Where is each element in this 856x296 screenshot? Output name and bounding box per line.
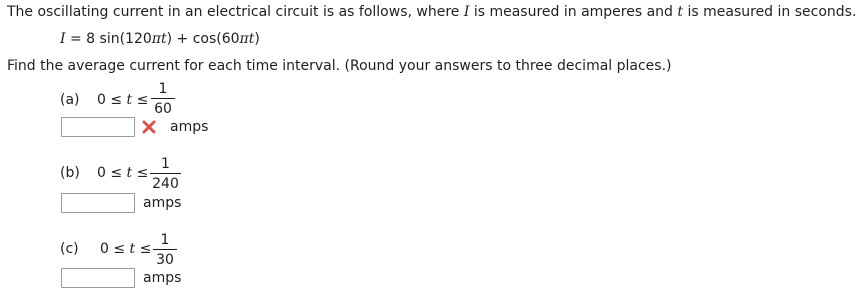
interval <box>97 165 148 181</box>
upper-bound-fraction <box>150 156 181 192</box>
upper-bound-fraction <box>151 81 175 117</box>
unit-label: amps <box>170 119 209 135</box>
x-mark-icon <box>142 120 156 134</box>
intro-var-t: t <box>677 4 684 20</box>
interval-var: t <box>126 92 133 108</box>
equation-part-a: = 8 sin(120 <box>69 31 152 47</box>
part-label: (c) <box>60 241 79 257</box>
equation-lhs: I <box>60 31 66 47</box>
fraction-denominator: 60 <box>154 101 172 117</box>
fraction-numerator: 1 <box>160 232 170 248</box>
fraction-bar <box>153 249 177 250</box>
fraction-numerator: 1 <box>161 156 170 172</box>
intro-text-1: The oscillating current in an electrical circuit is as follows, where <box>7 4 460 20</box>
part-label: (b) <box>60 165 80 181</box>
equation-pi-1: π <box>151 31 161 47</box>
current-equation <box>60 31 260 47</box>
interval-prefix: 0 ≤ <box>97 165 127 181</box>
interval-suffix: ≤ <box>132 92 149 108</box>
interval-var: t <box>126 165 133 181</box>
answer-input-a[interactable] <box>61 117 135 137</box>
unit-label: amps <box>143 270 182 286</box>
fraction-bar <box>150 173 181 174</box>
answer-input-c[interactable] <box>61 268 135 288</box>
intro-text-3: is measured in seconds. <box>687 4 856 20</box>
intro-text-2: is measured in amperes and <box>473 4 673 20</box>
fraction-numerator: 1 <box>158 81 168 97</box>
fraction-denominator: 30 <box>156 252 174 268</box>
fraction-denominator: 240 <box>152 176 179 192</box>
interval-prefix: 0 ≤ <box>100 241 130 257</box>
answer-input-b[interactable] <box>61 193 135 213</box>
unit-label: amps <box>143 195 182 211</box>
interval <box>97 92 148 108</box>
problem-intro <box>7 4 856 20</box>
equation-pi-2: π <box>239 31 249 47</box>
interval-suffix: ≤ <box>132 165 149 181</box>
interval-prefix: 0 ≤ <box>97 92 127 108</box>
instructions: Find the average current for each time interval. (Round your answers to three decimal places.) <box>7 58 672 74</box>
intro-var-i: I <box>463 4 470 20</box>
equation-part-c: ) <box>254 31 260 47</box>
part-label: (a) <box>60 92 80 108</box>
interval <box>100 241 151 257</box>
equation-t-2: t <box>248 31 255 47</box>
interval-var: t <box>129 241 136 257</box>
upper-bound-fraction <box>153 232 177 268</box>
equation-t-1: t <box>160 31 167 47</box>
interval-suffix: ≤ <box>135 241 152 257</box>
equation-part-b: ) + cos(60 <box>166 31 240 47</box>
fraction-bar <box>151 98 175 99</box>
